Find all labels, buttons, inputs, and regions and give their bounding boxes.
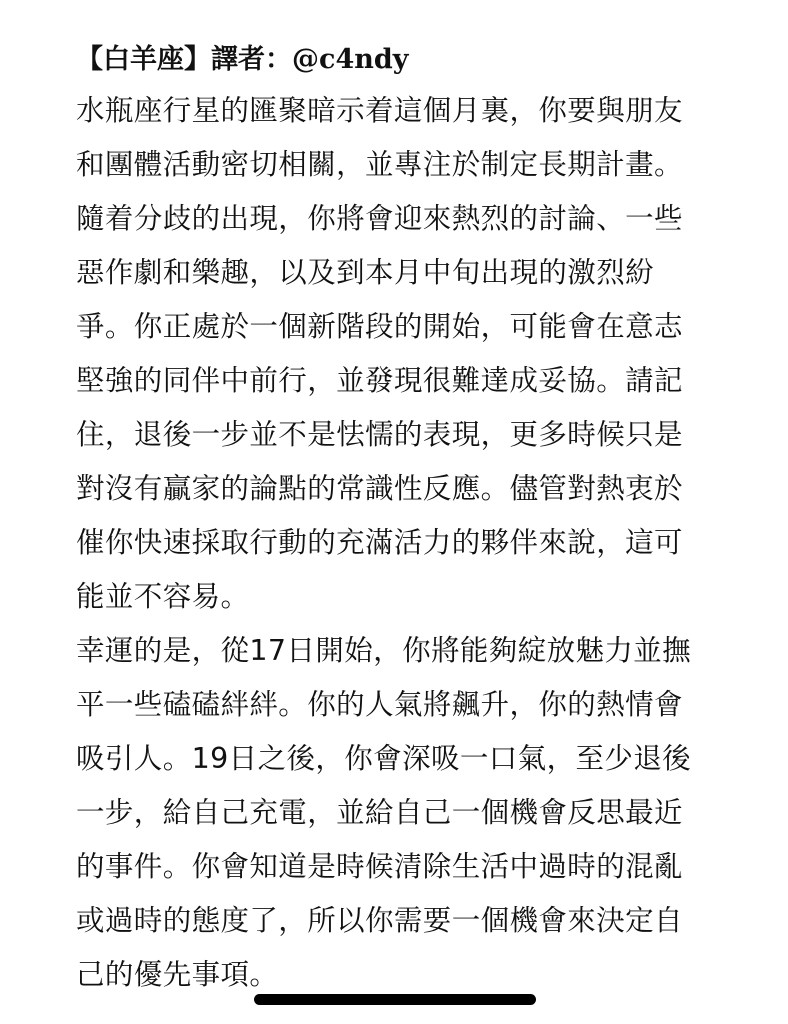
text-line: 催你快速採取行動的充滿活力的夥伴來說，這可: [76, 526, 683, 559]
text-line: 一步，給自己充電，並給自己一個機會反思最近: [76, 796, 683, 829]
text-line: 或過時的態度了，所以你需要一個機會來決定自: [76, 904, 683, 937]
text-line: 住，退後一步並不是怯懦的表現，更多時候只是: [76, 418, 683, 451]
text-line: 爭。你正處於一個新階段的開始，可能會在意志: [76, 310, 683, 343]
text-line: 能並不容易。: [76, 580, 250, 613]
text-line: 平一些磕磕絆絆。你的人氣將飆升，你的熱情會: [76, 688, 683, 721]
text-line: 幸運的是，從17日開始，你將能夠綻放魅力並撫: [76, 634, 692, 667]
text-line: 的事件。你會知道是時候清除生活中過時的混亂: [76, 850, 683, 883]
text-line: 水瓶座行星的匯聚暗示着這個月裏，你要與朋友: [76, 94, 683, 127]
text-line: 己的優先事項。: [76, 958, 279, 991]
post-header: 【白羊座】譯者：@c4ndy: [76, 44, 409, 75]
post-body: [76, 84, 726, 1002]
text-line: 和團體活動密切相關，並專注於制定長期計畫。: [76, 148, 683, 181]
text-line: 對沒有贏家的論點的常識性反應。儘管對熱衷於: [76, 472, 683, 505]
text-line: 吸引人。19日之後，你會深吸一口氣，至少退後: [76, 742, 692, 775]
text-line: 隨着分歧的出現，你將會迎來熱烈的討論、一些: [76, 202, 683, 235]
text-line: 堅強的同伴中前行，並發現很難達成妥協。請記: [76, 364, 683, 397]
home-indicator-bar[interactable]: [254, 994, 536, 1005]
text-line: 惡作劇和樂趣，以及到本月中旬出現的激烈紛: [76, 256, 655, 289]
